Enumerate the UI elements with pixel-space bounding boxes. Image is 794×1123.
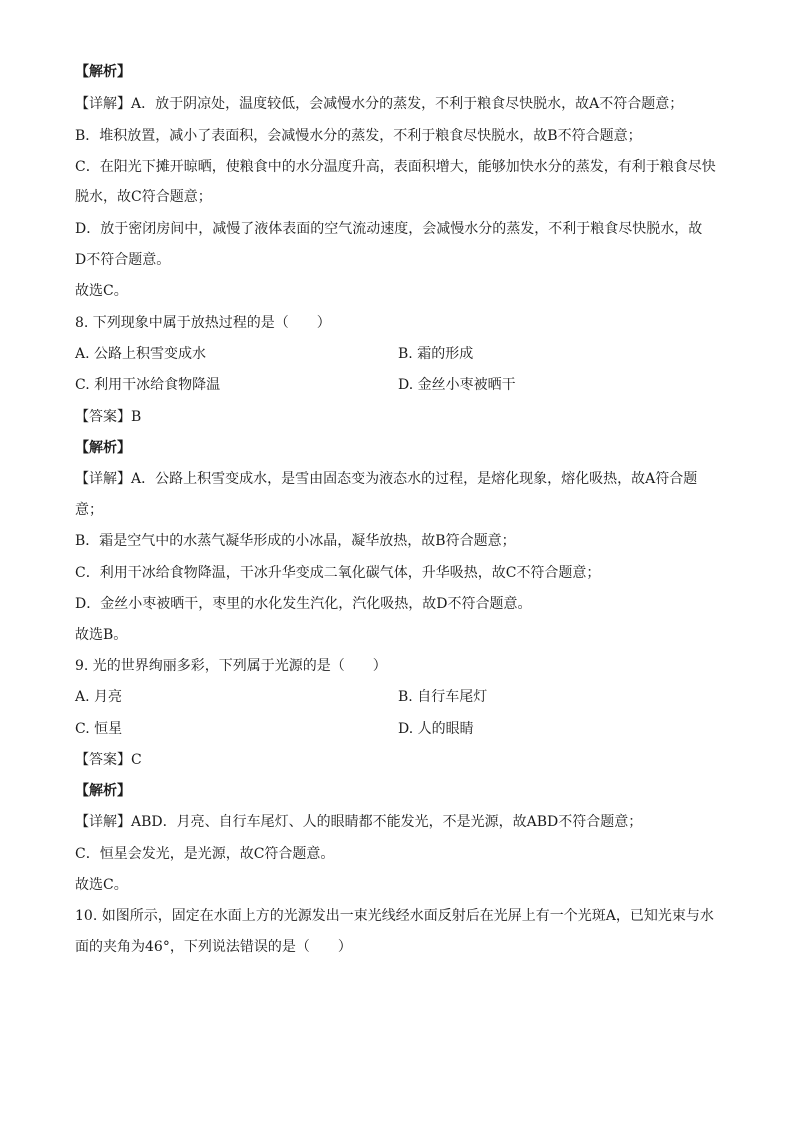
analysis-heading: 【解析】 [75,783,131,799]
detail-line: B．霜是空气中的水蒸气凝华形成的小冰晶，凝华放热，故B符合题意； [75,533,516,549]
question-10-cont: 面的夹角为46°，下列说法错误的是（ ） [75,939,352,955]
conclusion-line: 故选C。 [75,877,128,893]
detail-line: 意； [75,502,103,518]
detail-line: C．恒星会发光，是光源，故C符合题意。 [75,846,335,862]
analysis-heading: 【解析】 [75,64,131,80]
detail-line: 【详解】A．公路上积雪变成水，是雪由固态变为液态水的过程，是熔化现象，熔化吸热，故A符合题 [75,471,698,487]
question-9: 9. 光的世界绚丽多彩，下列属于光源的是（ ） [75,658,387,674]
question-8: 8. 下列现象中属于放热过程的是（ ） [75,315,331,331]
option-b: B. 自行车尾灯 [398,689,488,705]
option-c: C. 恒星 [75,721,123,737]
detail-line: C．在阳光下摊开晾晒，使粮食中的水分温度升高，表面积增大，能够加快水分的蒸发，有利于粮食尽快 [75,159,716,175]
analysis-heading: 【解析】 [75,440,131,456]
option-c: C. 利用干冰给食物降温 [75,377,221,393]
detail-line: B．堆积放置，减小了表面积，会减慢水分的蒸发，不利于粮食尽快脱水，故B不符合题意； [75,128,642,144]
conclusion-line: 故选C。 [75,283,128,299]
detail-line: D．放于密闭房间中，减慢了液体表面的空气流动速度，会减慢水分的蒸发，不利于粮食尽快脱水，故 [75,221,703,237]
question-10: 10. 如图所示，固定在水面上方的光源发出一束光线经水面反射后在光屏上有一个光斑A，已知光束与水 [75,908,714,924]
detail-line: 【详解】ABD．月亮、自行车尾灯、人的眼睛都不能发光，不是光源，故ABD不符合题意； [75,814,643,830]
answer-line: 【答案】B [75,409,142,425]
option-b: B. 霜的形成 [398,346,474,362]
option-d: D. 人的眼睛 [398,721,474,737]
option-d: D. 金丝小枣被晒干 [398,377,516,393]
detail-line: D．金丝小枣被晒干，枣里的水化发生汽化，汽化吸热，故D不符合题意。 [75,596,532,612]
detail-line: C．利用干冰给食物降温，干冰升华变成二氧化碳气体，升华吸热，故C不符合题意； [75,565,601,581]
detail-line: 脱水，故C符合题意； [75,189,212,205]
answer-line: 【答案】C [75,752,142,768]
conclusion-line: 故选B。 [75,627,128,643]
option-a: A. 公路上积雪变成水 [75,346,207,362]
option-a: A. 月亮 [75,689,123,705]
detail-line: 【详解】A．放于阴凉处，温度较低，会减慢水分的蒸发，不利于粮食尽快脱水，故A不符合题意； [75,96,684,112]
detail-line: D不符合题意。 [75,252,171,268]
